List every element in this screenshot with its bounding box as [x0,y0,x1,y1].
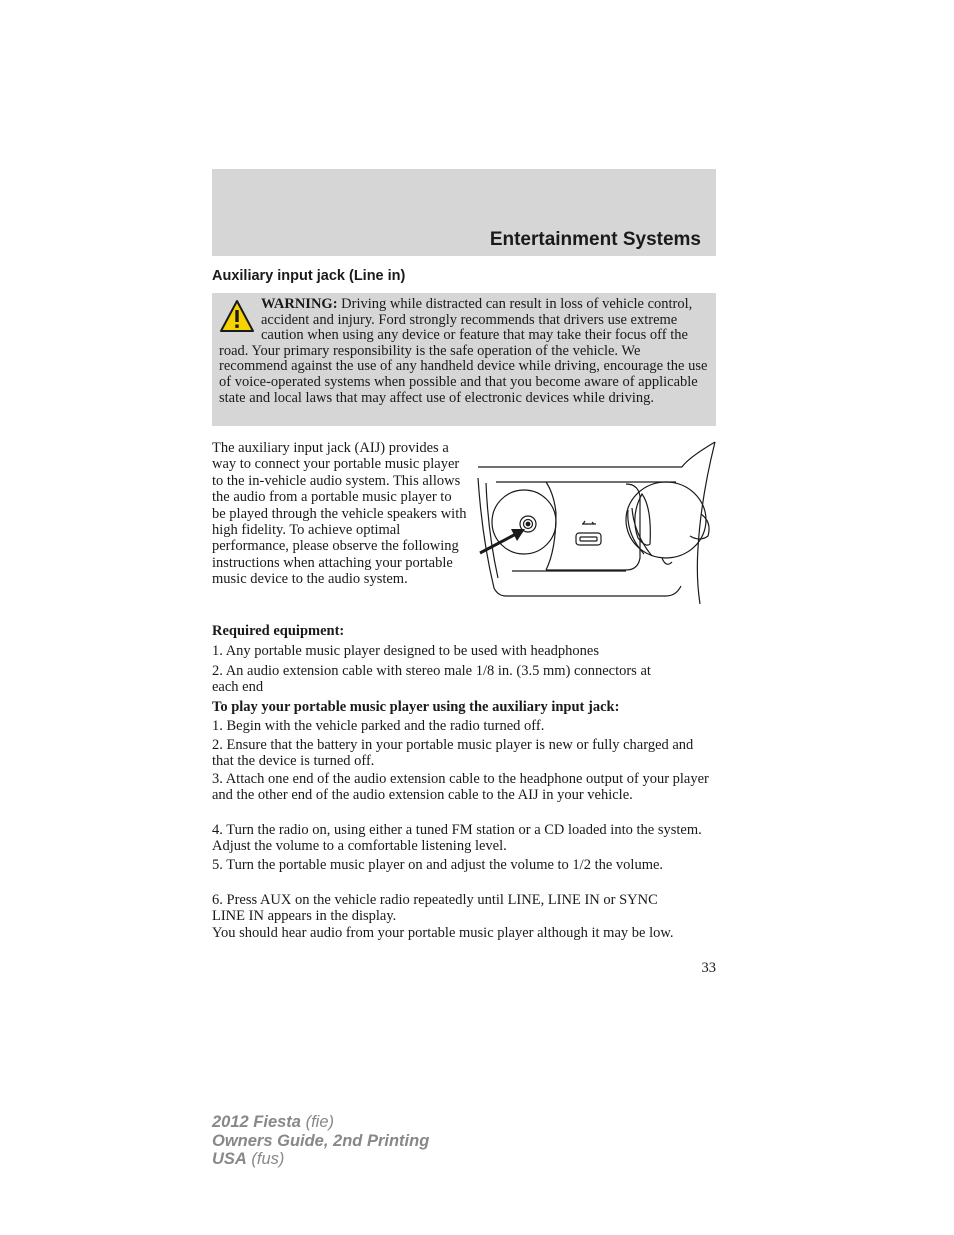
equipment-heading: Required equipment: [212,623,345,639]
chapter-title: Entertainment Systems [489,229,701,250]
instructions-heading: To play your portable music player using the auxiliary input jack: [212,699,620,715]
instruction-step-5: 5. Turn the portable music player on and adjust the volume to 1/2 the volume. [212,857,664,873]
instruction-step-1: 1. Begin with the vehicle parked and the radio turned off. [212,718,545,734]
equipment-item-2: 2. An audio extension cable with stereo male 1/8 in. (3.5 mm) connectors at each end [212,663,651,696]
intro-paragraph: The auxiliary input jack (AIJ) provides a way to connect your portable music player to the in-vehicle audio system. This allows the audio from a portable music player to be played through the vehicle speakers with high fidelity. To achieve optimal performance, please observe the following instructions when attaching your portable music device to the audio system. [212,440,467,588]
warning-box [212,293,716,426]
equipment-item-1: 1. Any portable music player designed to be used with headphones [212,643,599,659]
instructions-closing: You should hear audio from your portable music player although it may be low. [212,925,674,941]
instruction-step-4: 4. Turn the radio on, using either a tuned FM station or a CD loaded into the system. Adjust the volume to a comfortable listening level. [212,822,702,855]
warning-label: WARNING: [261,296,338,312]
warning-triangle-icon [219,299,255,333]
aux-jack-illustration [476,438,716,606]
warning-text: Driving while distracted can result in loss of vehicle control, accident and injury. Ford strongly recommends that drivers use extreme caution when using any device or feature that may take their focus off the road. Your primary responsibility is the safe operation of the vehicle. We recommend against the use of any handheld device while driving, encourage the use of voice-operated systems when possible and that you become aware of applicable state and local laws that may affect use of electronic devices while driving. [219,296,708,406]
document-footer: 2012 Fiesta (fie) Owners Guide, 2nd Printing USA (fus) [212,1113,430,1168]
header-band [212,169,716,256]
section-heading: Auxiliary input jack (Line in) [212,268,406,284]
instruction-step-3: 3. Attach one end of the audio extension cable to the headphone output of your player and the other end of the audio extension cable to the AIJ in your vehicle. [212,771,709,804]
page-number: 33 [701,960,716,976]
instruction-step-6: 6. Press AUX on the vehicle radio repeatedly until LINE, LINE IN or SYNC LINE IN appears in the display. [212,892,658,925]
instruction-step-2: 2. Ensure that the battery in your portable music player is new or fully charged and that the device is turned off. [212,737,694,770]
